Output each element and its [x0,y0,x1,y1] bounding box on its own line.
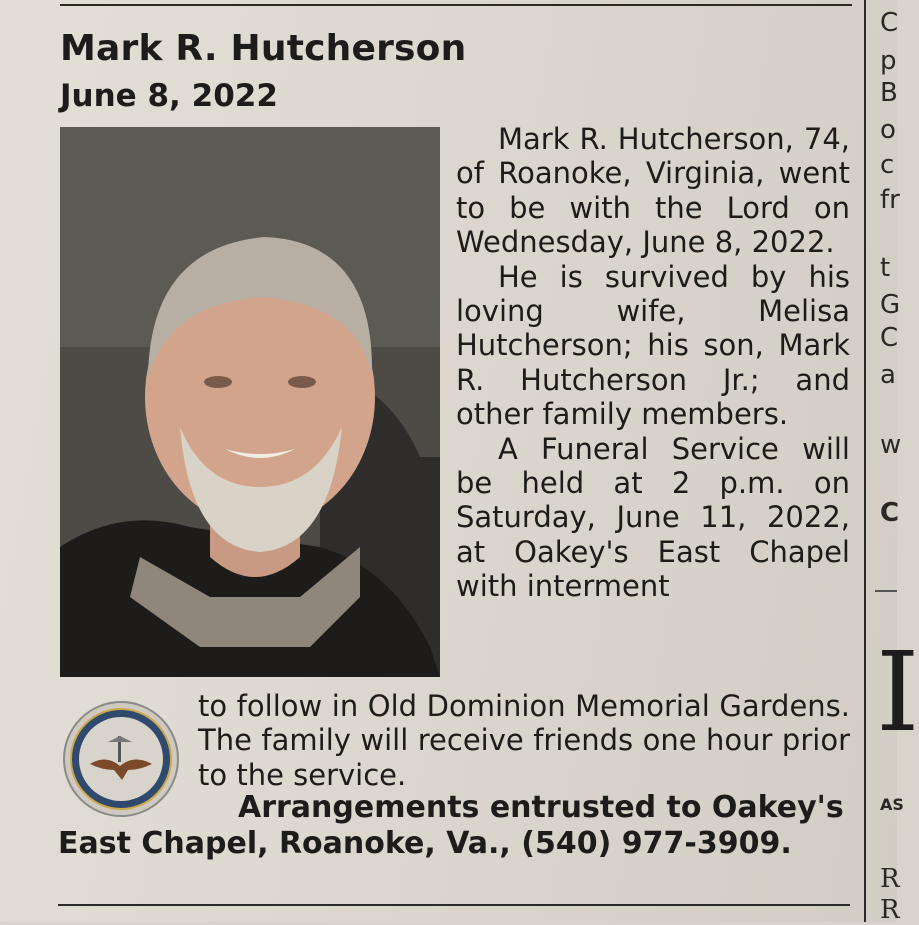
adjacent-column-fragment: C [880,323,899,353]
column-divider [864,0,866,922]
adjacent-column-fragment: o [880,115,896,145]
bottom-rule [58,904,850,906]
right-column-rule [875,590,897,592]
obituary-body [456,122,850,604]
adjacent-column-fragment: C [880,498,900,528]
top-rule [60,4,852,6]
portrait-illustration [60,127,440,677]
adjacent-column-fragment: p [880,46,897,76]
adjacent-column-fragment: AS [880,795,904,814]
adjacent-column-fragment: G [880,290,901,320]
obituary-date: June 8, 2022 [60,78,278,114]
obituary-body-continued [198,689,850,792]
adjacent-headline-fragment: I [876,628,919,756]
adjacent-column-fragment: c [880,150,895,180]
adjacent-column-fragment: C [880,8,899,38]
arrangements-line: East Chapel, Roanoke, Va., (540) 977-3909. [58,826,792,861]
obituary-paragraph: He is survived by his loving wife, Melisa Hutcherson; his son, Mark R. Hutcherson Jr.; and other family members. [456,259,850,432]
portrait-photo [60,127,440,677]
arrangements [58,790,850,862]
adjacent-column-fragment: B [880,78,898,108]
obituary-paragraph: Mark R. Hutcherson, 74, of Roanoke, Virginia, went to be with the Lord on Wednesday, June 8, 2022. [456,122,850,260]
adjacent-column-fragment: w [880,430,902,460]
obituary-paragraph: A Funeral Service will be held at 2 p.m. on Saturday, June 11, 2022, at Oakey's East Chapel with interment [456,431,850,604]
adjacent-column-fragment: R [880,864,900,894]
adjacent-column-fragment: fr [880,185,900,215]
adjacent-column-fragment: a [880,360,896,390]
obituary-paragraph: to follow in Old Dominion Memorial Gardens. The family will receive friends one hour prior to the service. [198,689,850,792]
adjacent-column-fragment: t [880,253,891,283]
arrangements-line: Arrangements entrusted to Oakey's [238,790,844,825]
obituary-name: Mark R. Hutcherson [60,28,467,69]
adjacent-column-fragment: R [880,895,900,925]
